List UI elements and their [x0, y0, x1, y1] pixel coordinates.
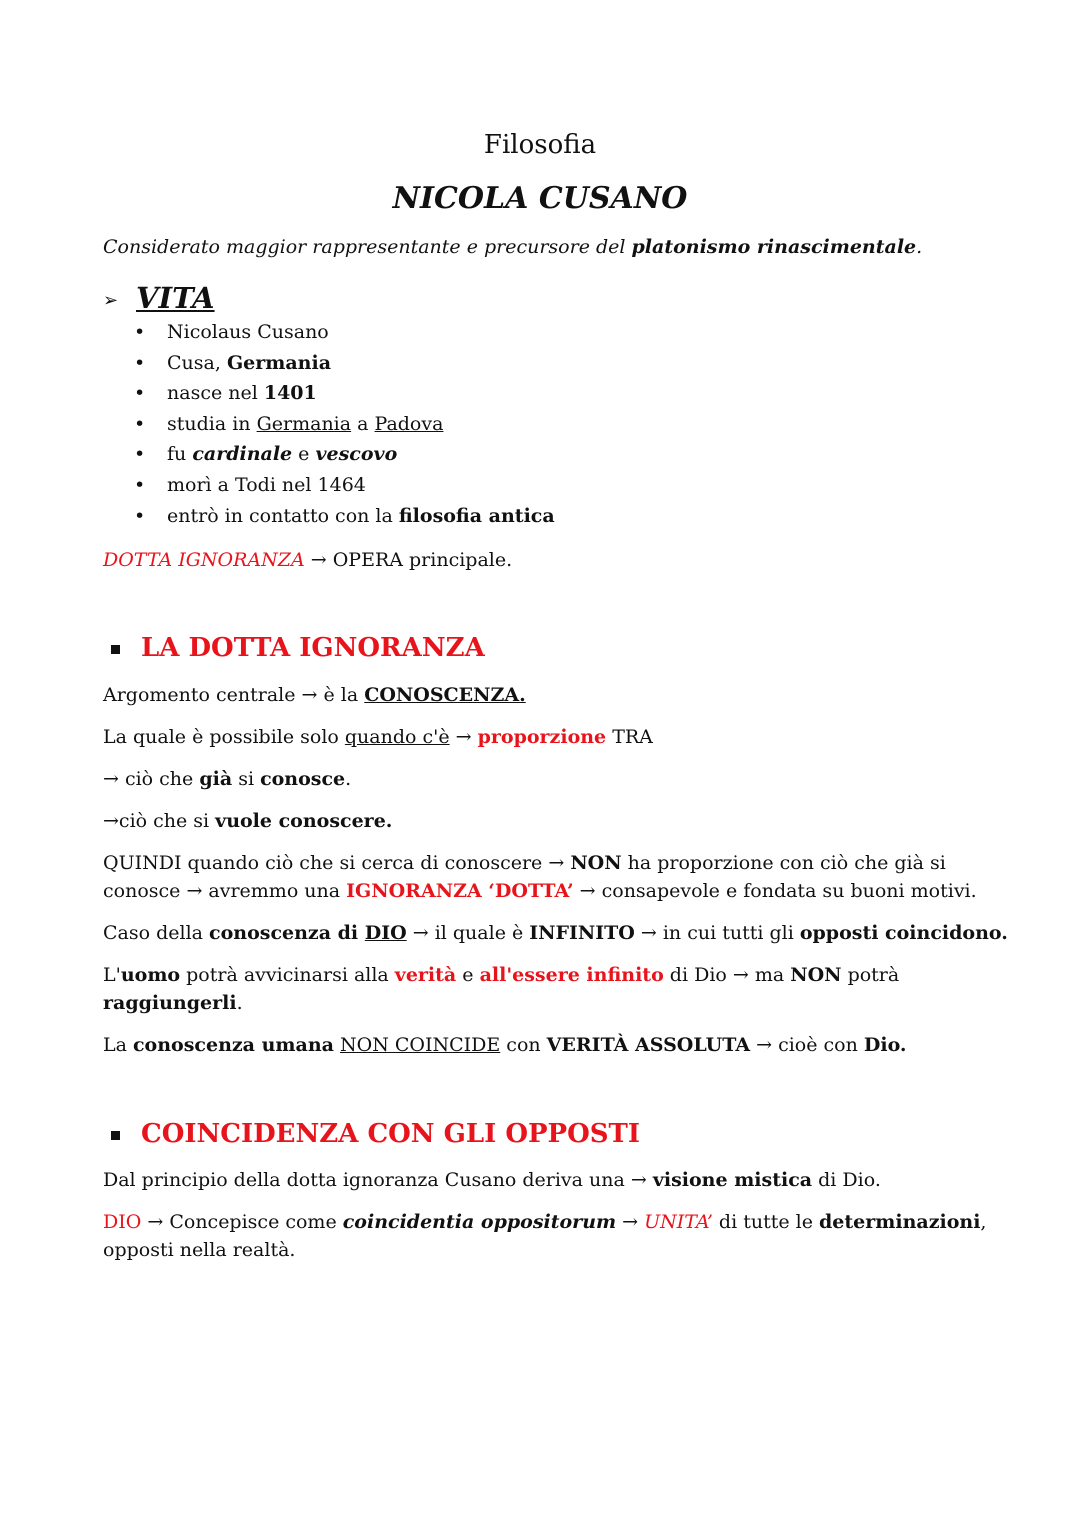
- paragraph-line: DIO → Concepisce come coincidentia oppositorum → UNITA’ di tutte le determinazioni,: [103, 1211, 987, 1233]
- bullet-icon: •: [134, 474, 146, 496]
- arrow-right-icon: →: [732, 964, 749, 986]
- section-heading-vita: VITA: [136, 281, 215, 315]
- arrow-right-icon: →: [147, 1211, 164, 1233]
- arrow-right-icon: →: [412, 922, 429, 944]
- bullet-icon: •: [134, 413, 146, 435]
- arrow-right-icon: →: [301, 684, 318, 706]
- paragraph-line: raggiungerli.: [103, 992, 243, 1014]
- paragraph: La quale è possibile solo quando c'è → proporzione TRA: [103, 726, 653, 748]
- arrow-right-icon: →: [756, 1034, 773, 1056]
- paragraph: → ciò che già si conosce.: [103, 768, 352, 790]
- arrow-right-icon: →: [640, 922, 657, 944]
- square-bullet-icon: [111, 1131, 120, 1140]
- square-bullet-icon: [111, 645, 120, 654]
- opera-line: DOTTA IGNORANZA → OPERA principale.: [103, 549, 513, 571]
- paragraph: Argomento centrale → è la CONOSCENZA.: [103, 684, 526, 706]
- bullet-icon: •: [134, 382, 146, 404]
- paragraph: →ciò che si vuole conoscere.: [103, 810, 393, 832]
- arrow-right-icon: →: [630, 1169, 647, 1191]
- paragraph-line: opposti nella realtà.: [103, 1239, 296, 1261]
- paragraph-line: L'uomo potrà avvicinarsi alla verità e all'essere infinito di Dio → ma NON potrà: [103, 964, 900, 986]
- page-title: NICOLA CUSANO: [392, 181, 688, 216]
- paragraph: Caso della conoscenza di DIO → il quale è INFINITO → in cui tutti gli opposti coincidono.: [103, 922, 1008, 944]
- arrow-right-icon: →: [186, 880, 203, 902]
- section-heading-coincidenza: COINCIDENZA CON GLI OPPOSTI: [141, 1119, 641, 1149]
- arrow-right-icon: →: [103, 810, 119, 832]
- intro-line: Considerato maggior rappresentante e precursore del platonismo rinascimentale.: [103, 236, 923, 258]
- bullet-icon: •: [134, 443, 146, 465]
- subject-label: Filosofia: [483, 130, 597, 160]
- arrow-bullet-icon: ➢: [103, 290, 119, 311]
- section-heading-dotta: LA DOTTA IGNORANZA: [141, 633, 485, 663]
- arrow-right-icon: →: [622, 1211, 639, 1233]
- bullet-icon: •: [134, 505, 146, 527]
- document-page: Filosofia NICOLA CUSANO Considerato maggior rappresentante e precursore del platonismo rinascimentale. ➢ VITA • Nicolaus Cusano • Cusa, Germania • nasce nel 1401 • studia in Germania a Padova • fu cardinale e vescovo • morì a Todi nel 1464 • entrò in contatto con la filosofia antica DOTTA IGNORANZA → OPERA principale. LA DOTTA IGNORANZA Argomento centrale → è la CONOSCENZA. La quale è possibile solo quando c'è → proporzione TRA → ciò che già si conosce. →ciò che si vuole conoscere. QUINDI quando ciò che si cerca di conoscere → NON ha proporzione con ciò che già si conosce → avremmo una IGNORANZA ‘DOTTA’ → consapevole e fondata su buoni motivi. Caso della conoscenza di DIO → il quale è INFINITO → in cui tutti gli opposti coincidono. L'uomo potrà avvicinarsi alla verità e all'essere infinito di Dio → ma NON potrà raggiungerli. La conoscenza umana NON COINCIDE con VERITÀ ASSOLUTA → cioè con Dio. COINCIDENZA CON GLI OPPOSTI Dal principio della dotta ignoranza Cusano deriva una → visione mistica di Dio. DIO → Concepisce come coincidentia oppositorum → UNITA’ di tutte le determinazioni, opposti nella realtà.: [0, 0, 1080, 1528]
- arrow-right-icon: →: [579, 880, 596, 902]
- bullet-icon: •: [134, 352, 146, 374]
- arrow-right-icon: →: [455, 726, 472, 748]
- arrow-right-icon: →: [548, 852, 565, 874]
- paragraph-line: conosce → avremmo una IGNORANZA ‘DOTTA’ → consapevole e fondata su buoni motivi.: [103, 880, 977, 902]
- arrow-right-icon: →: [103, 768, 119, 790]
- arrow-right-icon: →: [310, 549, 327, 571]
- paragraph: La conoscenza umana NON COINCIDE con VERITÀ ASSOLUTA → cioè con Dio.: [103, 1034, 907, 1056]
- bullet-icon: •: [134, 321, 146, 343]
- paragraph: Dal principio della dotta ignoranza Cusano deriva una → visione mistica di Dio.: [103, 1169, 881, 1191]
- paragraph-line: QUINDI quando ciò che si cerca di conoscere → NON ha proporzione con ciò che già si: [103, 852, 946, 874]
